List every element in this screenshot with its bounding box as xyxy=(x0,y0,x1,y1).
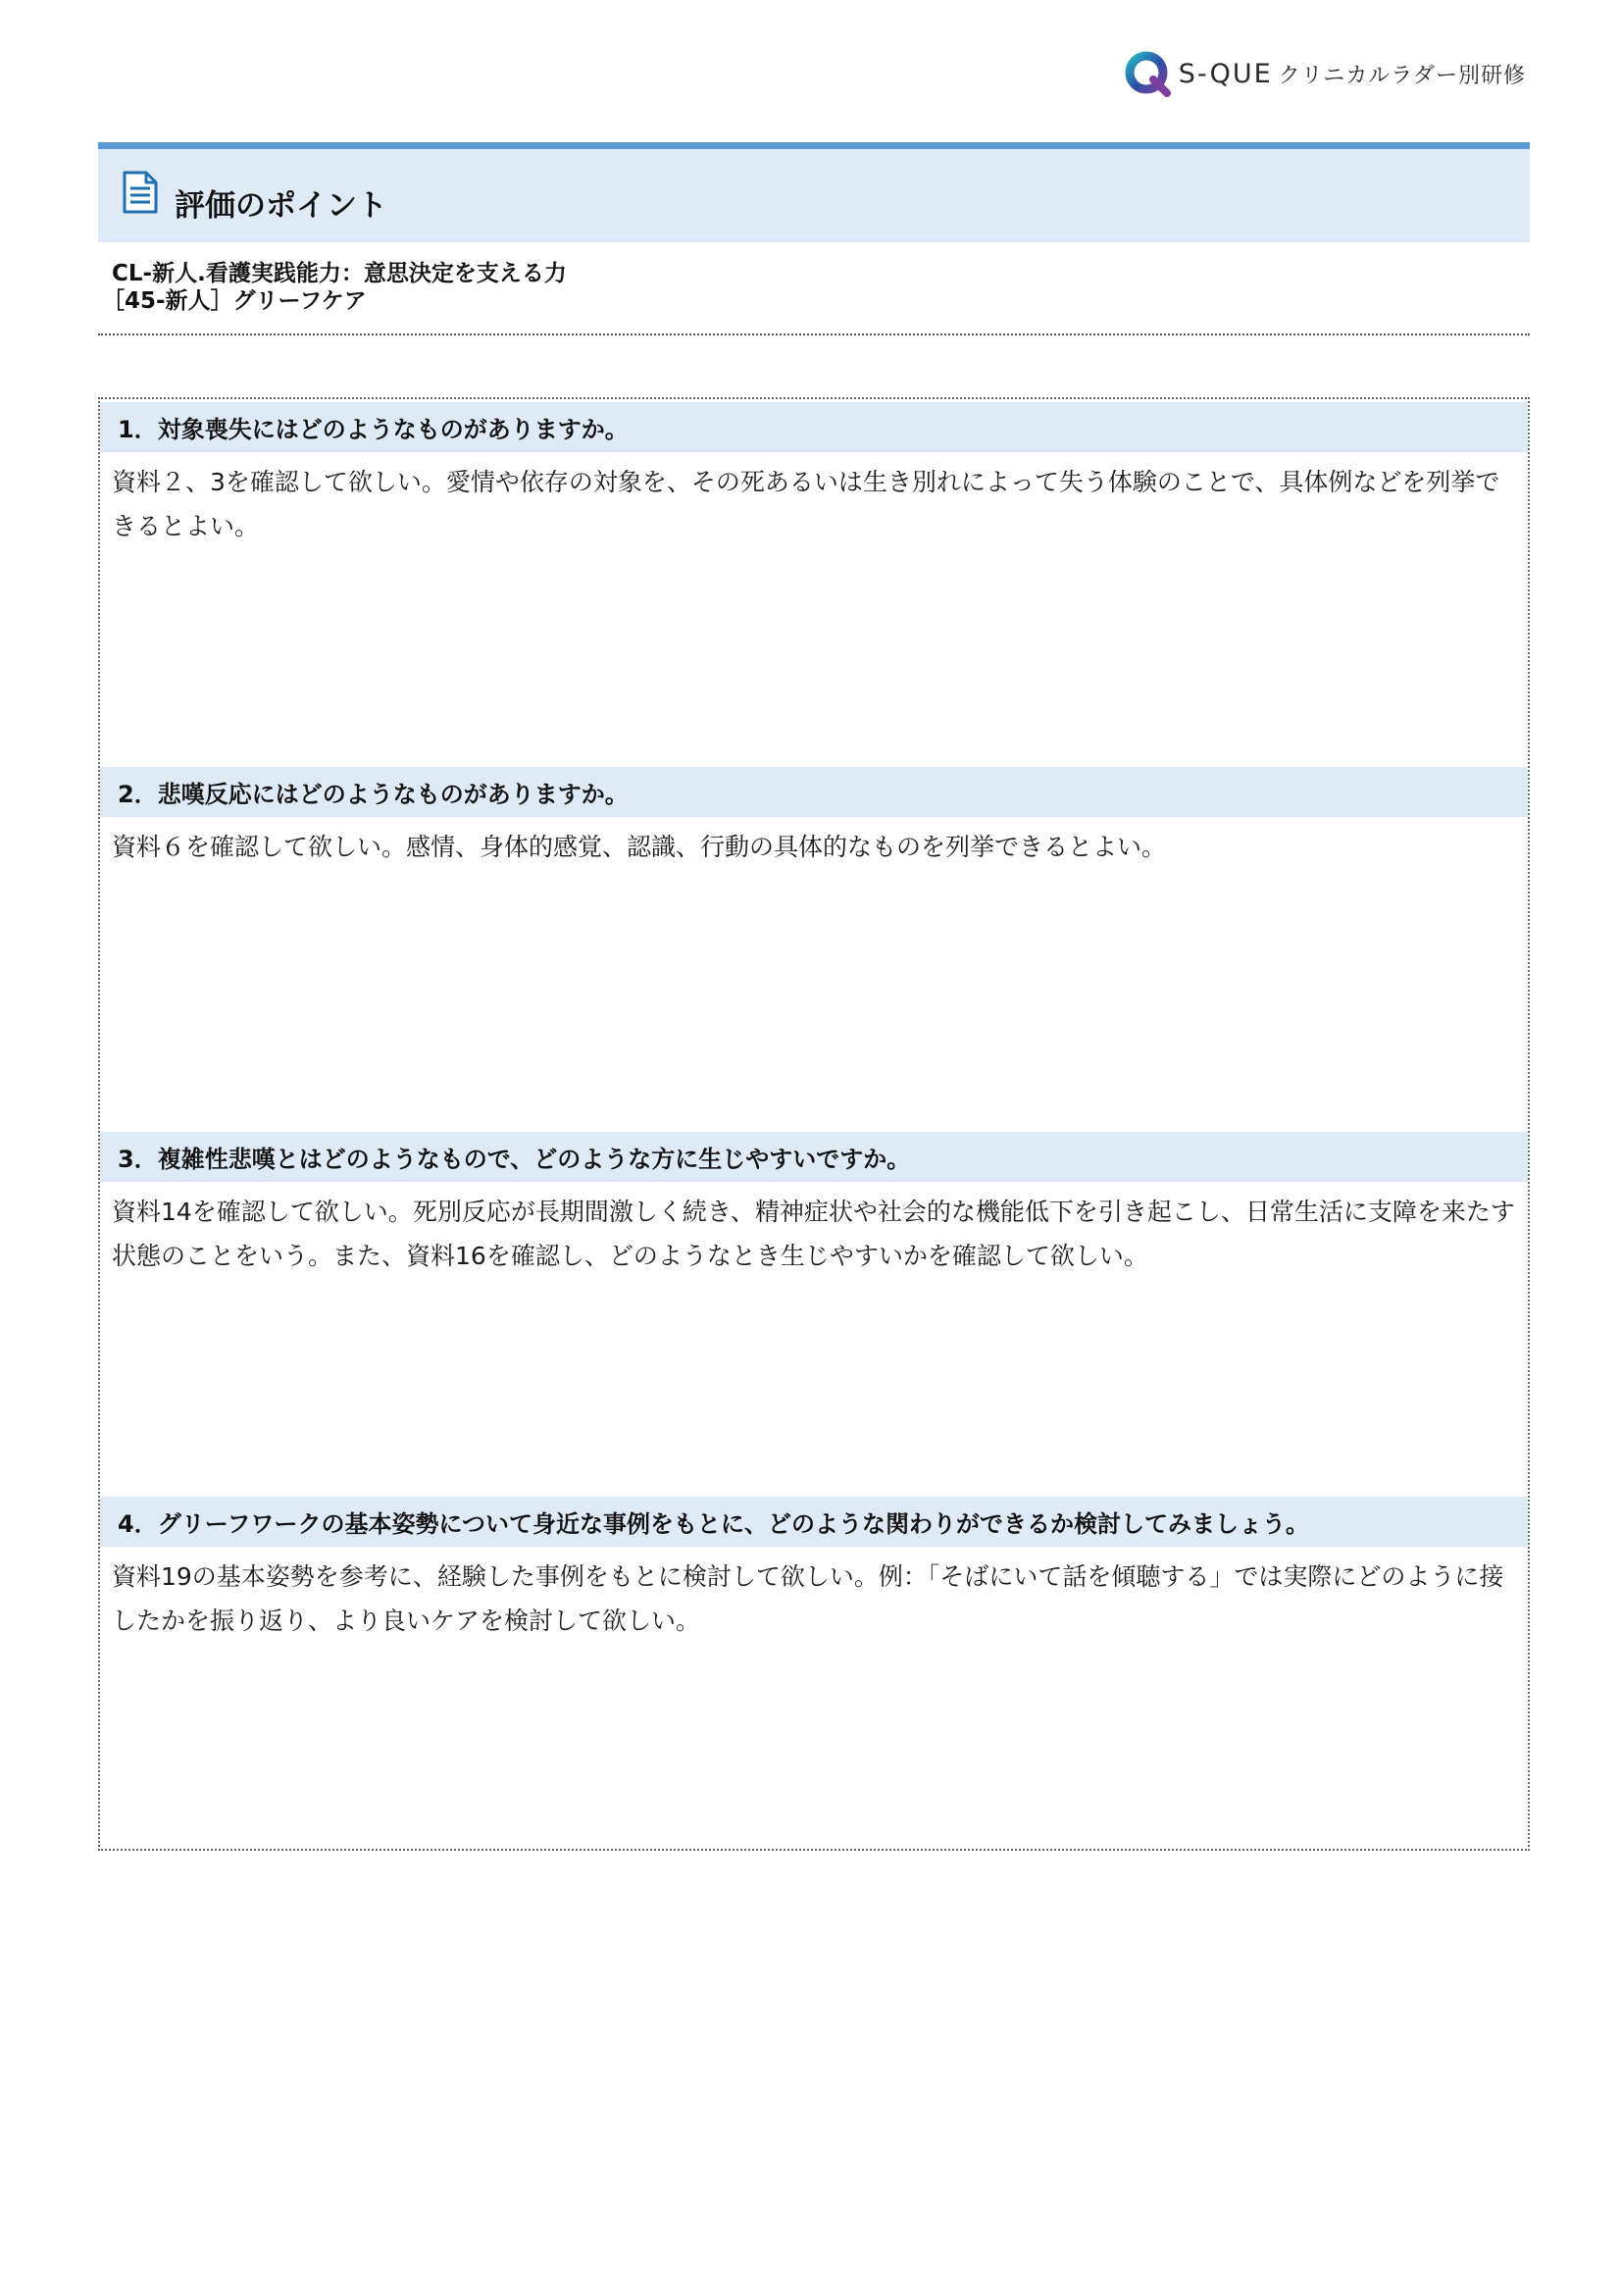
question-item xyxy=(100,1132,1528,1494)
question-answer: 資料14を確認して欲しい。死別反応が長期間激しく続き、精神症状や社会的な機能低下を引き起こし、日常生活に支障を来たす状態のことをいう。また、資料16を確認し、どのようなとき生じやすいかを確認して欲しい。 xyxy=(112,1198,1515,1270)
question-heading: 4．グリーフワークの基本姿勢について身近な事例をもとに、どのような関わりができるか検討してみましょう。 xyxy=(100,1497,1528,1547)
evaluation-points-box xyxy=(98,397,1530,1851)
question-heading: 2．悲嘆反応にはどのようなものがありますか。 xyxy=(100,767,1528,817)
document-icon xyxy=(122,171,159,214)
question-heading: 1．対象喪失にはどのようなものがありますか。 xyxy=(100,402,1528,452)
course-title: ［45-新人］グリーフケア xyxy=(102,288,367,314)
s-que-logo-icon xyxy=(1124,49,1173,98)
question-item xyxy=(100,1497,1528,1859)
question-answer: 資料６を確認して欲しい。感情、身体的感覚、認識、行動の具体的なものを列挙できるとよい。 xyxy=(112,833,1167,861)
brand-subtitle: クリニカルラダー別研修 xyxy=(1278,63,1526,88)
divider xyxy=(98,333,1530,335)
question-item xyxy=(100,767,1528,1129)
brand-logo-area xyxy=(1124,47,1526,100)
section-header xyxy=(98,142,1530,242)
question-heading: 3．複雑性悲嘆とはどのようなもので、どのような方に生じやすいですか。 xyxy=(100,1132,1528,1182)
question-answer: 資料19の基本姿勢を参考に、経験した事例をもとに検討して欲しい。例：「そばにいて話を傾聴する」では実際にどのように接したかを振り返り、より良いケアを検討して欲しい。 xyxy=(112,1562,1504,1635)
brand-name: S-QUE xyxy=(1178,58,1273,89)
page-title: 評価のポイント xyxy=(175,188,387,224)
course-competency: CL-新人.看護実践能力：意思決定を支える力 xyxy=(112,261,567,286)
question-item xyxy=(100,402,1528,764)
question-answer: 資料２、3を確認して欲しい。愛情や依存の対象を、その死あるいは生き別れによって失う体験のことで、具体例などを列挙できるとよい。 xyxy=(112,468,1500,540)
course-info xyxy=(98,260,1530,315)
